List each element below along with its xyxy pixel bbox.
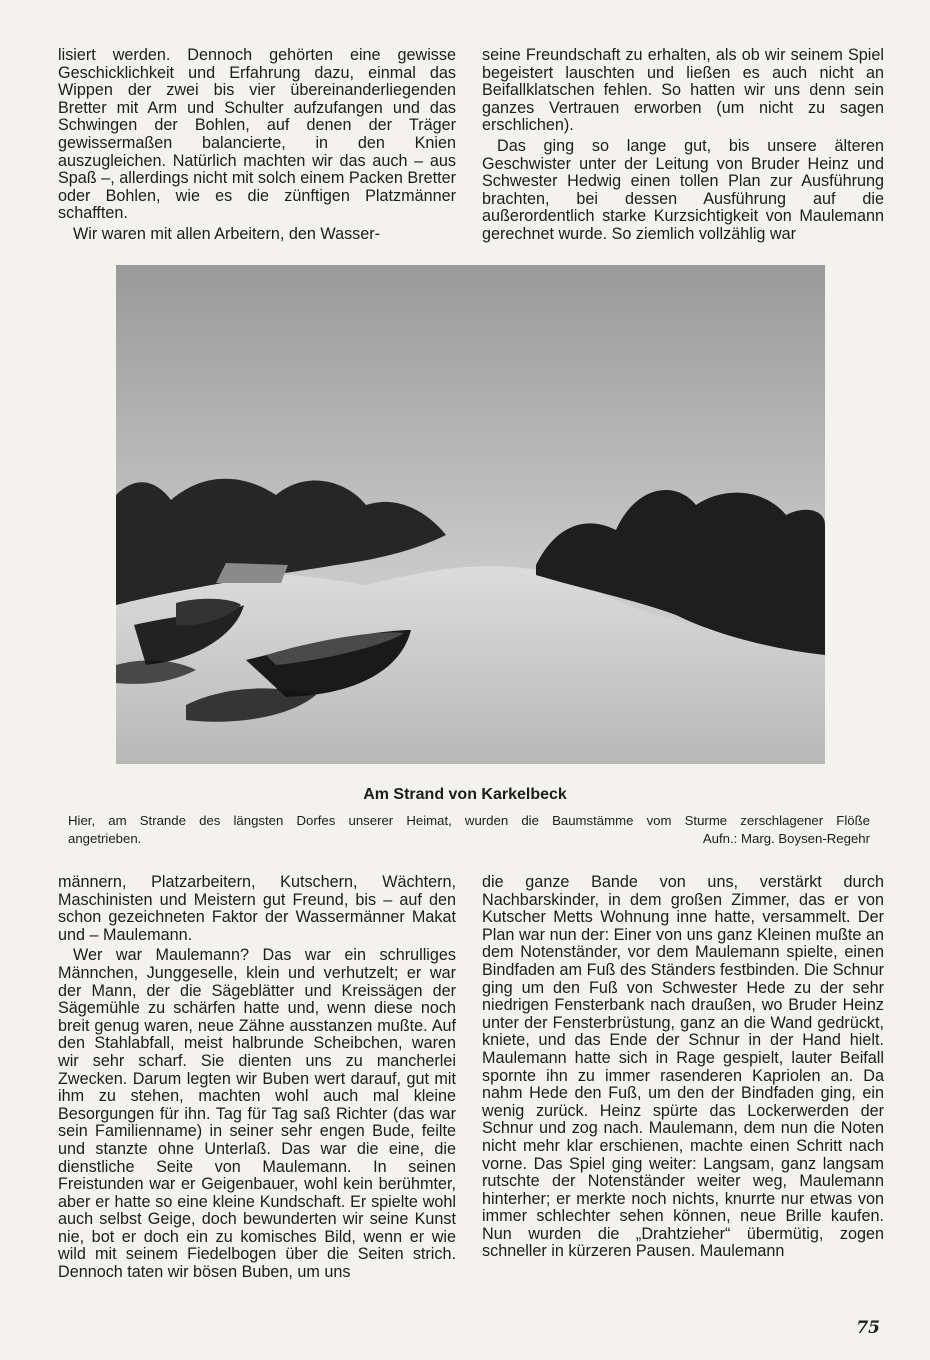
top-right-column: [482, 47, 884, 244]
photo-credit: Aufn.: Marg. Boysen-Regehr: [702, 831, 870, 846]
paragraph: Wir waren mit allen Arbeitern, den Wasser-: [73, 224, 381, 243]
beach-photo-illustration: [116, 265, 825, 764]
caption-text: Hier, am Strande des längsten Dorfes unserer Heimat, wurden die Baumstämme vom Sturme zerschlagener Flöße: [68, 813, 870, 828]
top-left-column: [58, 47, 456, 244]
paragraph: seine Freundschaft zu erhalten, als ob wir seinem Spiel begeistert lauschten und ließen es auch nicht an Beifallklatschen fehlen. So hatten wir uns denn sein ganzes Vertrauen erworben (um nicht zu sagen erschlichen).: [482, 46, 884, 135]
beach-photo: [116, 265, 825, 764]
paragraph: die ganze Bande von uns, verstärkt durch Nachbarskinder, in dem großen Zimmer, das er von Kutscher Metts Wohnung inne hatte, versammelt. Der Plan war nun der: Einer von uns ganz Kleinen mußte an dem Notenständer, vor dem Maulemann spielte, einen Bindfaden am Fuß des Ständers festbinden. Die Schnur ging um den Fuß von Schwester Hede zu der sehr niedrigen Fensterbank nach draußen, wo Bruder Heinz unter der Fensterbrüstung, ganz an die Wand gedrückt, kniete, und das Ende der Schnur in der Hand hielt. Maulemann hatte sich in Rage gespielt, lauter Beifall spornte ihn zu immer rasenderen Kapriolen an. Da nahm Hede den Fuß, um den der Bindfaden ging, ein wenig zurück. Heinz spürte das Lockerwerden der Schnur und zog nach. Maulemann, dem nun die Noten nicht mehr klar erschienen, machte einen Schritt nach vorne. Das Spiel ging weiter: Langsam, ganz langsam rutschte der Notenständer weiter weg, Maulemann hinterher; er merkte noch nichts, knurrte nur etwas von immer schlechter sehen können, neue Brille kaufen. Nun wurden die „Drahtzieher“ übermütig, zogen schneller in kürzeren Pausen. Maulemann: [482, 873, 884, 1261]
page-number: 75: [856, 1318, 880, 1338]
caption-title: Am Strand von Karkelbeck: [363, 786, 567, 803]
paragraph: männern, Platzarbeitern, Kutschern, Wächtern, Maschinisten und Meistern gut Freund, bis – auf den schon gezeichneten Faktor der Wassermänner Makat und – Maulemann.: [58, 873, 456, 944]
paragraph: lisiert werden. Dennoch gehörten eine gewisse Geschicklichkeit und Erfahrung dazu, einmal das Wippen der zwei bis vier übereinanderliegenden Bretter mit Arm und Schulter aufzufangen und das Schwingen der Bohlen, auf denen der Träger gewissermaßen balancierte, in den Knien auszugleichen. Natürlich machten wir das auch – aus Spaß –, allerdings nicht mit solch einem Packen Bretter oder Bohlen, wie es die zünftigen Platzmänner schafften.: [58, 46, 456, 223]
paragraph: Wer war Maulemann? Das war ein schrulliges Männchen, Junggeselle, klein und verhutzelt; er war der Mann, der die Sägeblätter und Kreissägen der Sägemühle zu schärfen hatte und, wenn diese noch breit genug waren, neue Zähne ausstanzen mußte. Auf den Stahlabfall, meist halbrunde Scheibchen, waren wir sehr scharf. Sie dienten uns zu mancherlei Zwecken. Darum legten wir Buben wert darauf, gut mit ihm zu stehen, machten wohl auch mal kleine Besorgungen für ihn. Tag für Tag saß Richter (das war sein Familienname) in seiner sehr engen Bude, feilte und stanzte ohne Unterlaß. Das war die eine, die dienstliche Seite von Maulemann. In seinen Freistunden war er Geigenbauer, wohl kein berühmter, aber er hatte so eine kleine Kundschaft. Er spielte wohl auch selbst Geige, doch bewunderten wir seine Kunst nie, bot er doch ein zu komisches Bild, wenn er wie wild mit seinem Fiedelbogen über die Seiten strich. Dennoch taten wir bösen Buben, um uns: [58, 946, 456, 1282]
paragraph: Das ging so lange gut, bis unsere älteren Geschwister unter der Leitung von Bruder Heinz und Schwester Hedwig einen tollen Plan zur Ausführung brachten, bei dessen Ausführung auf die außerordentlich starke Kurzsichtigkeit von Maulemann gerechnet wurde. So ziemlich vollzählig war: [482, 136, 884, 243]
caption-continuation: angetrieben.: [68, 831, 142, 846]
bottom-left-column: [58, 874, 456, 1282]
bottom-right-column: [482, 874, 884, 1261]
